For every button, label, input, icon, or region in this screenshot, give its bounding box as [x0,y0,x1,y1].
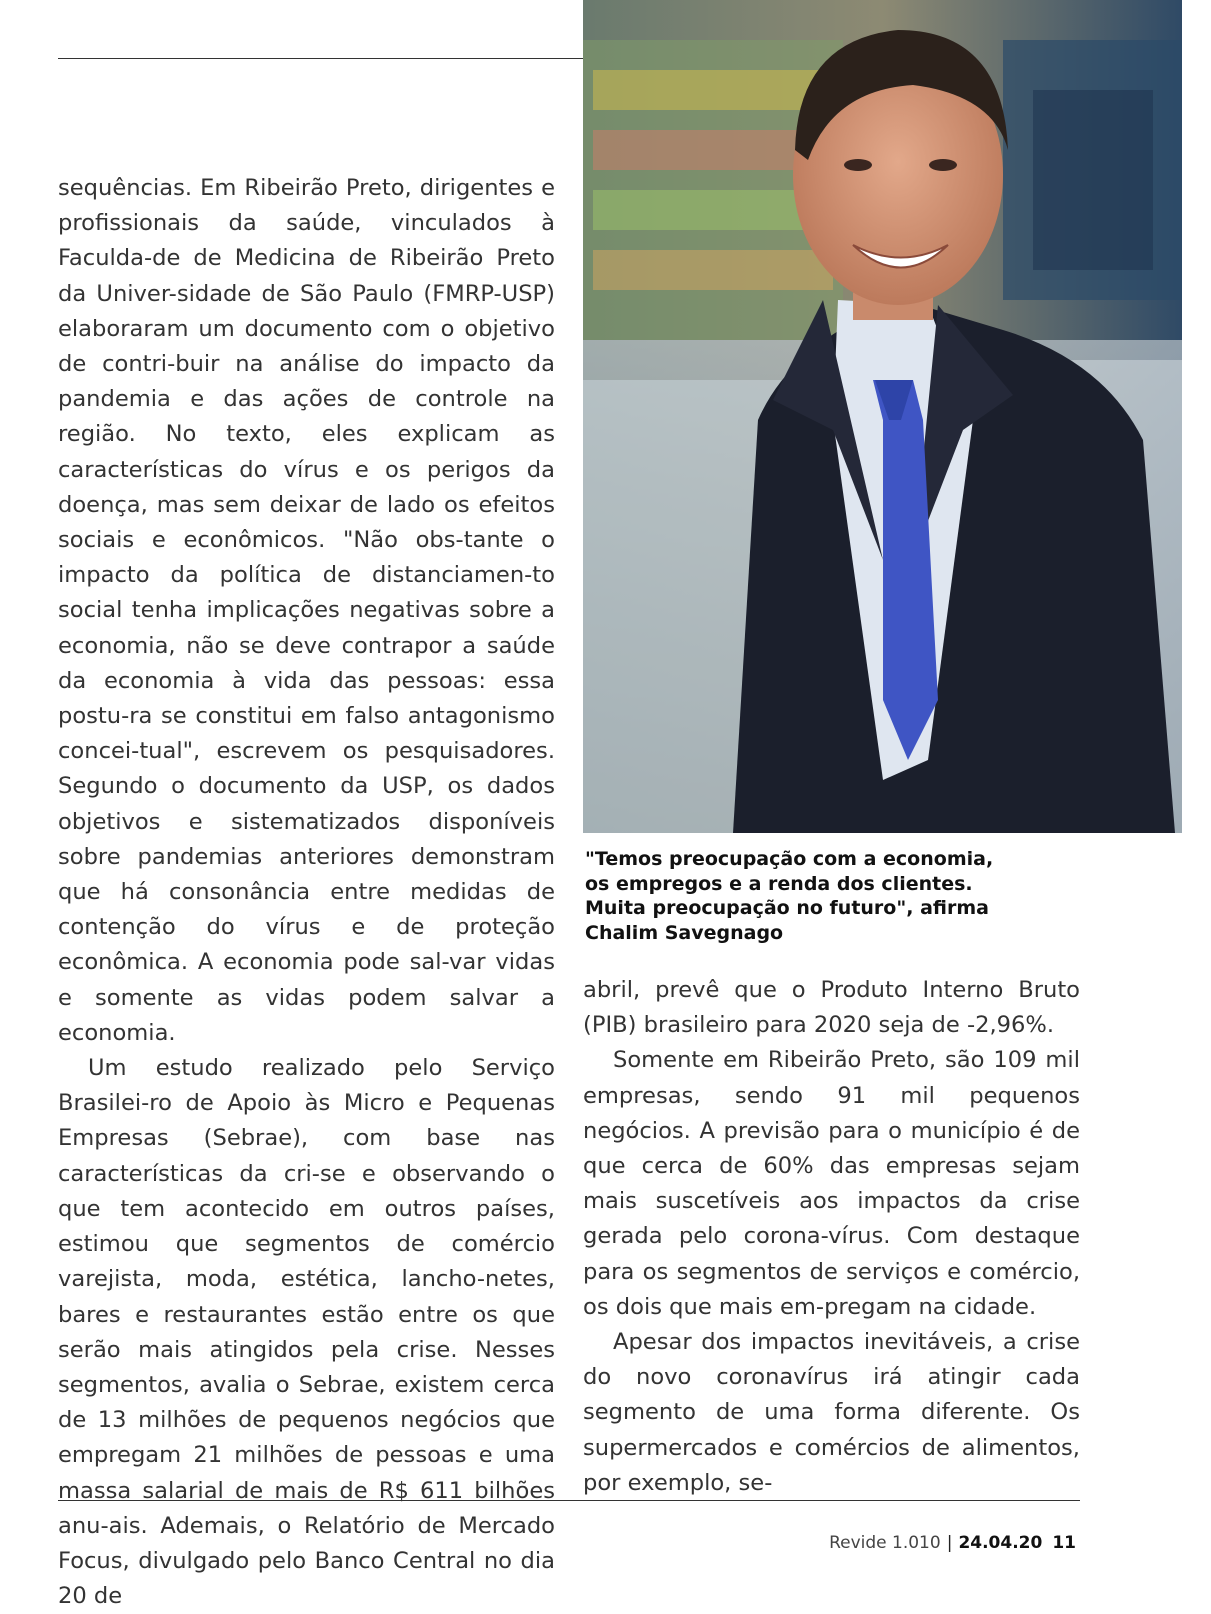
page-number: 11 [1052,1533,1076,1553]
photo-caption: "Temos preocupação com a economia, os empregos e a renda dos clientes. Muita preocupação no futuro", afirma Chalim Savegnago [585,848,994,944]
portrait-photo [583,0,1182,833]
article-paragraph: Somente em Ribeirão Preto, são 109 mil empresas, sendo 91 mil pequenos negócios. A previsão para o município é de que cerca de 60% das empresas sejam mais suscetíveis aos impactos da crise gerada pelo corona-vírus. Com destaque para os segmentos de serviços e comércio, os dois que mais em-pregam na cidade. [583,1047,1080,1320]
bottom-rule [58,1500,1080,1501]
footer-magazine: Revide 1.010 [829,1533,941,1553]
article-paragraph: Apesar dos impactos inevitáveis, a crise do novo coronavírus irá atingir cada segmento de uma forma diferente. Os supermercados e comércios de alimentos, por exemplo, se- [583,1329,1080,1496]
portrait-photo-illustration [583,0,1182,833]
article-paragraph: Um estudo realizado pelo Serviço Brasilei-ro de Apoio às Micro e Pequenas Empresas (Sebrae), com base nas características da cri-se e observando o que tem acontecido em outros países, estimou que segmentos de comércio varejista, moda, estética, lancho-netes, bares e restaurantes estão entre os que serão mais atingidos pela crise. Nesses segmentos, avalia o Sebrae, existem cerca de 13 milhões de pequenos negócios que empregam 21 milhões de pessoas e uma massa salarial de mais de R$ 611 bilhões anu-ais. Ademais, o Relatório de Mercado Focus, divulgado pelo Banco Central no dia 20 de [58,1055,555,1610]
article-left-column [58,171,555,1614]
top-rule [58,58,588,59]
article-right-column [583,973,1080,1501]
article-paragraph: abril, prevê que o Produto Interno Bruto (PIB) brasileiro para 2020 seja de -2,96%. [583,977,1080,1039]
page-footer [829,1533,1076,1553]
footer-date: 24.04.20 [958,1533,1043,1553]
article-paragraph: sequências. Em Ribeirão Preto, dirigentes e profissionais da saúde, vinculados à Faculda-de de Medicina de Ribeirão Preto da Univer-sidade de São Paulo (FMRP-USP) elaboraram um documento com o objetivo de contri-buir na análise do impacto da pandemia e das ações de controle na região. No texto, eles explicam as características do vírus e os perigos da doença, mas sem deixar de lado os efeitos sociais e econômicos. "Não obs-tante o impacto da política de distanciamen-to social tenha implicações negativas sobre a economia, não se deve contrapor a saúde da economia à vida das pessoas: essa postu-ra se constitui em falso antagonismo concei-tual", escrevem os pesquisadores. Segundo o documento da USP, os dados objetivos e sistematizados disponíveis sobre pandemias anteriores demonstram que há consonância entre medidas de contenção do vírus e de proteção econômica. A economia pode sal-var vidas e somente as vidas podem salvar a economia. [58,175,555,1046]
footer-separator: | [946,1533,953,1553]
